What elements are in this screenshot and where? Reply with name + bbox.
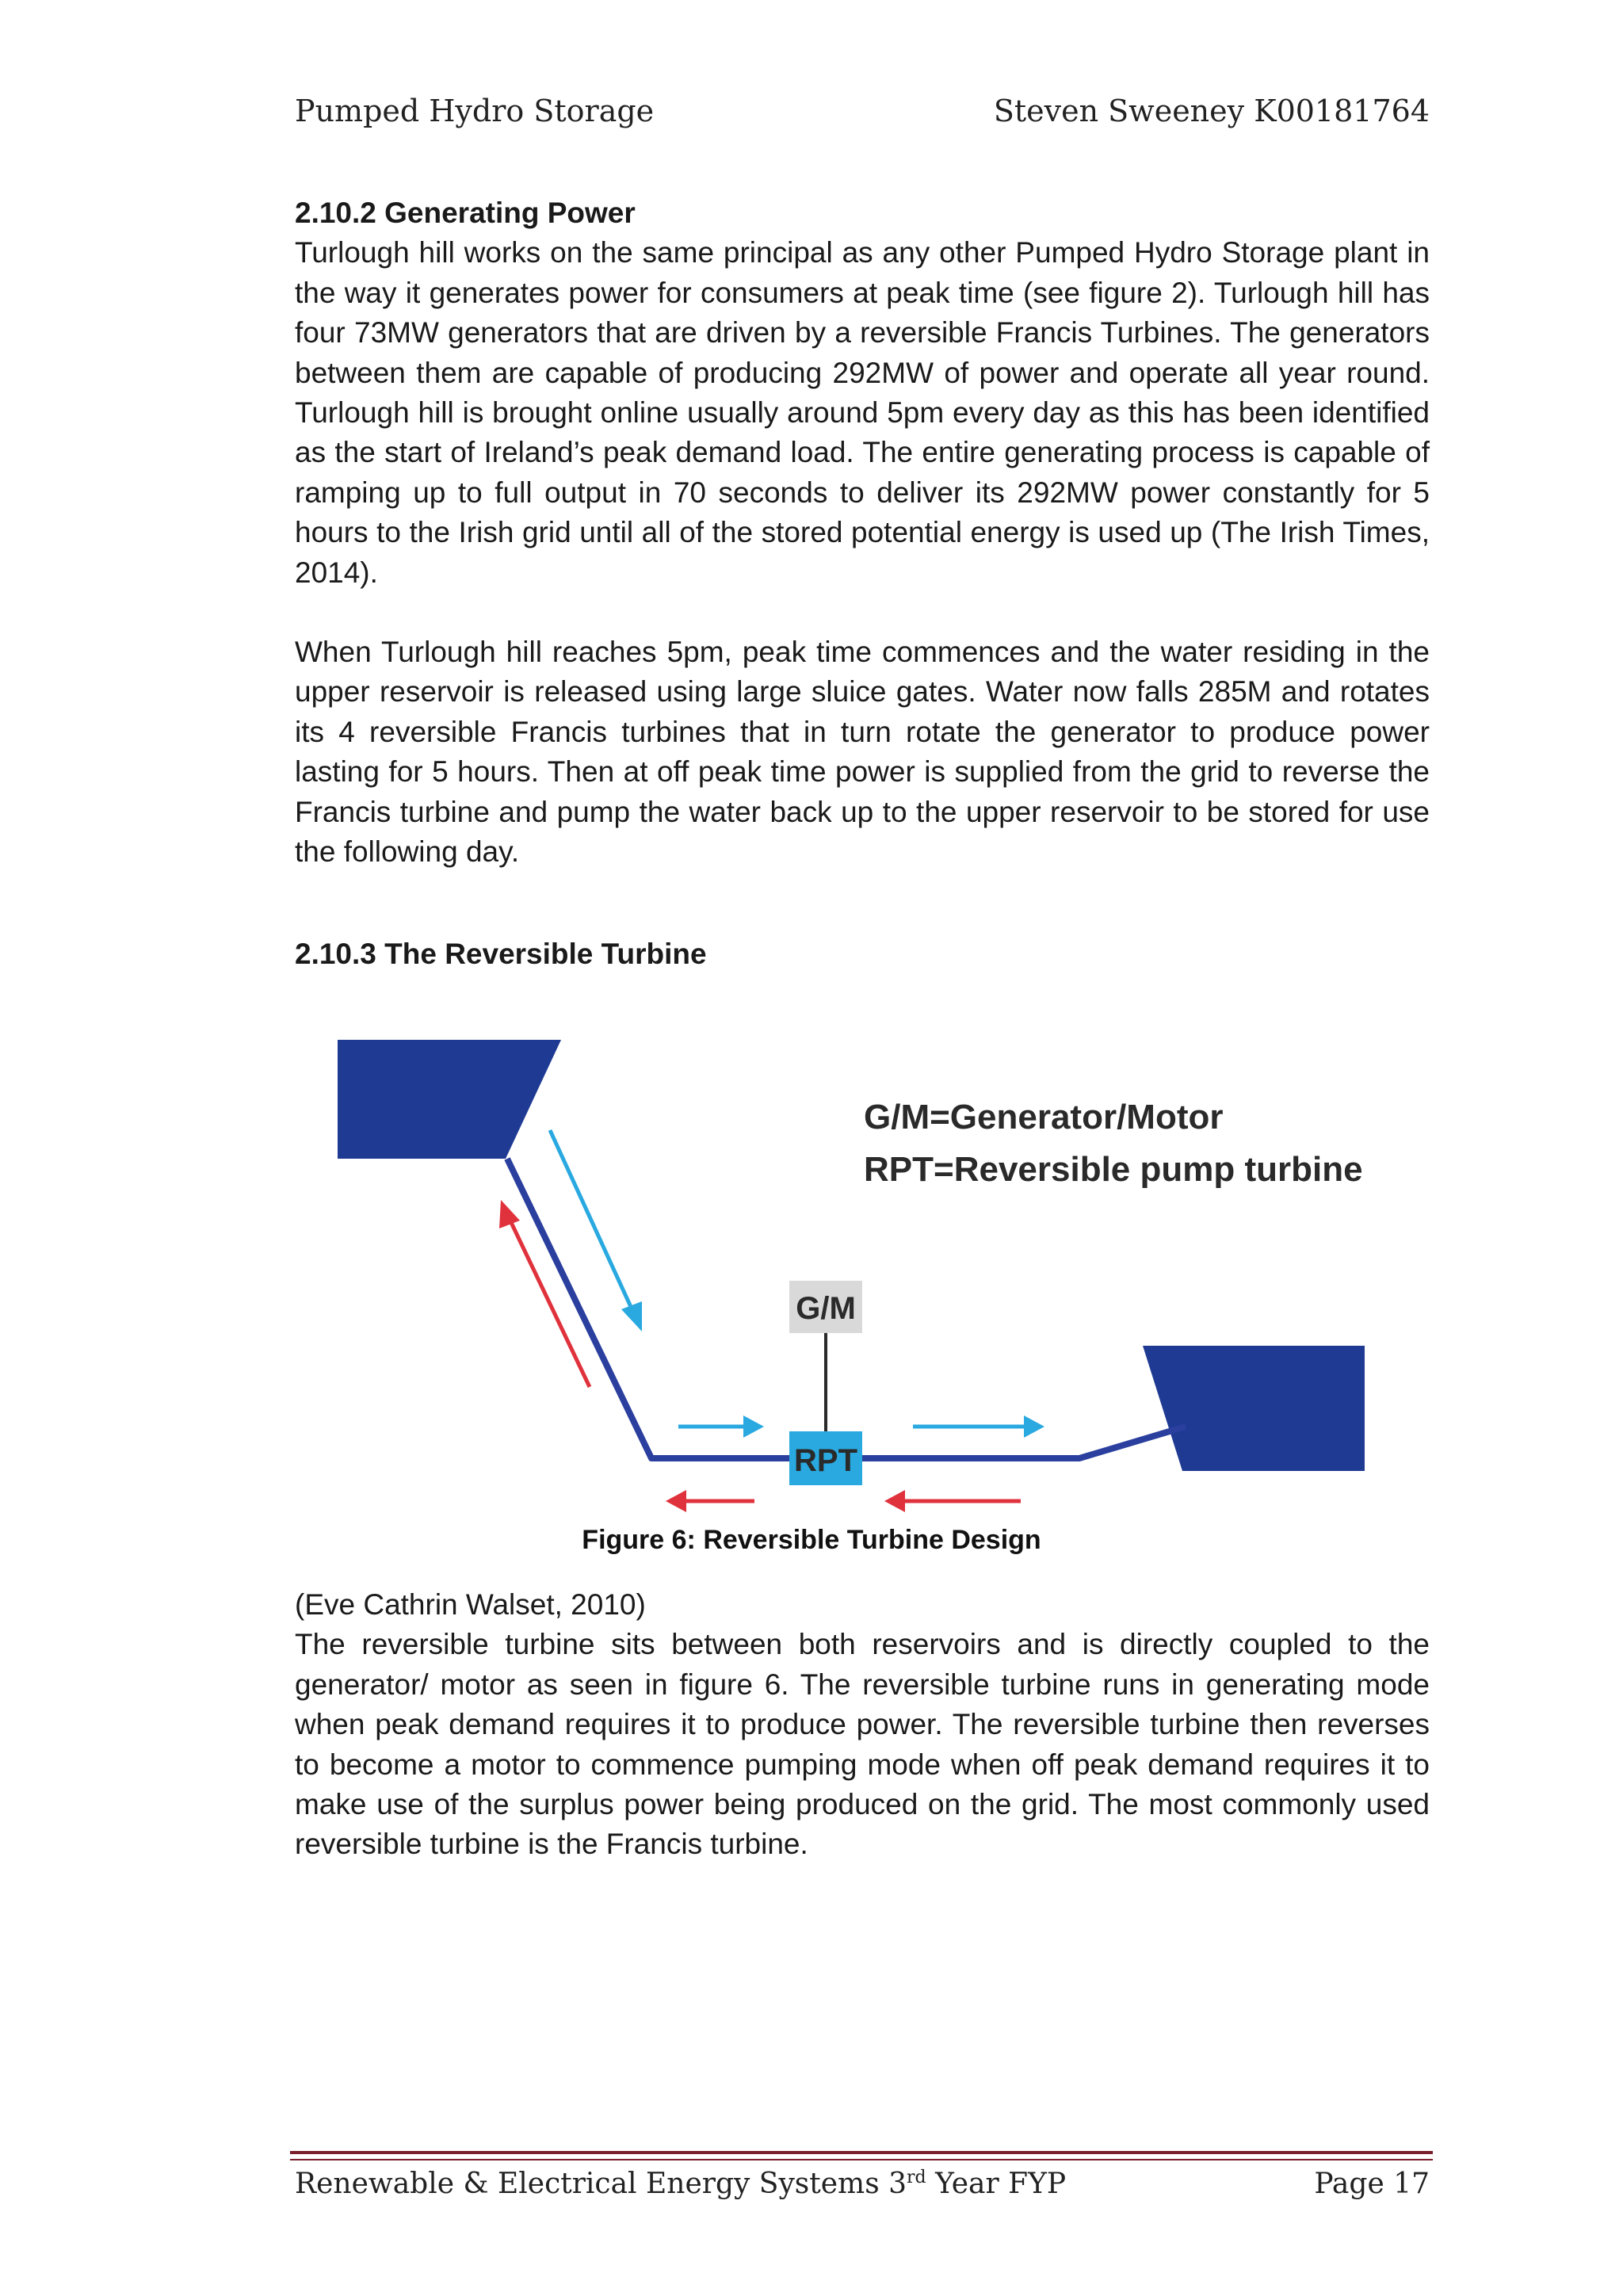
- legend-generator-motor: G/M=Generator/Motor: [864, 1098, 1224, 1137]
- page-header: [295, 94, 1430, 141]
- upper-reservoir: [338, 1040, 561, 1159]
- header-title: Pumped Hydro Storage: [295, 94, 655, 128]
- page-number: Page 17: [1314, 2168, 1430, 2200]
- reversible-turbine-diagram: [327, 1030, 1381, 1538]
- paragraph-generating-power-1: Turlough hill works on the same principal as any other Pumped Hydro Storage plant in the way it generates power for consumers at peak time (see figure 2). Turlough hill has four 73MW generators that are driven by a reversible Francis Turbines. The generators between them are capable of producing 292MW of power and operate all year round. Turlough hill is brought online usually around 5pm every day as this has been identified as the start of Ireland’s peak demand load. The entire generating process is capable of ramping up to full output in 70 seconds to deliver its 292MW power constantly for 5 hours to the Irish grid until all of the stored potential energy is used up (The Irish Times, 2014).: [295, 236, 1430, 589]
- blue-arrowhead-out: [1024, 1415, 1044, 1438]
- footer-divider: [290, 2151, 1433, 2160]
- blue-arrowhead-down: [621, 1301, 642, 1331]
- footer-course: Renewable & Electrical Energy Systems 3rd Year FYP: [295, 2168, 1067, 2200]
- red-arrowhead-left-outer: [666, 1490, 686, 1512]
- section-heading-reversible-turbine: 2.10.3 The Reversible Turbine: [295, 937, 707, 970]
- rpt-label: RPT: [794, 1443, 857, 1478]
- lower-reservoir: [1143, 1346, 1365, 1471]
- figure-caption: Figure 6: Reversible Turbine Design: [582, 1525, 1041, 1555]
- reversible-turbine-figure: [327, 1030, 1381, 1538]
- red-arrowhead-left-inner: [884, 1490, 905, 1512]
- blue-arrow-down-penstock: [550, 1130, 636, 1317]
- generator-motor-label: G/M: [796, 1291, 856, 1326]
- secondary-content: [295, 1585, 1430, 1865]
- header-author: Steven Sweeney K00181764: [993, 94, 1430, 128]
- blue-arrowhead-rpt: [743, 1415, 764, 1438]
- red-arrowhead-up: [499, 1200, 520, 1228]
- paragraph-reversible-turbine: The reversible turbine sits between both reservoirs and is directly coupled to the generator/ motor as seen in figure 6. The reversible turbine runs in generating mode when peak demand requires it to produce power. The reversible turbine then reverses to become a motor to commence pumping mode when off peak demand requires it to make use of the surplus power being produced on the grid. The most commonly used reversible turbine is the Francis turbine.: [295, 1628, 1430, 1861]
- legend-reversible-pump-turbine: RPT=Reversible pump turbine: [864, 1150, 1363, 1189]
- section-heading-generating-power: 2.10.2 Generating Power: [295, 197, 636, 229]
- citation: (Eve Cathrin Walset, 2010): [295, 1588, 646, 1621]
- paragraph-generating-power-2: When Turlough hill reaches 5pm, peak time commences and the water residing in the upper reservoir is released using large sluice gates. Water now falls 285M and rotates its 4 reversible Francis turbines that in turn rotate the generator to produce power lasting for 5 hours. Then at off peak time power is supplied from the grid to reverse the Francis turbine and pump the water back up to the upper reservoir to be stored for use the following day.: [295, 636, 1430, 869]
- main-content: [295, 193, 1430, 974]
